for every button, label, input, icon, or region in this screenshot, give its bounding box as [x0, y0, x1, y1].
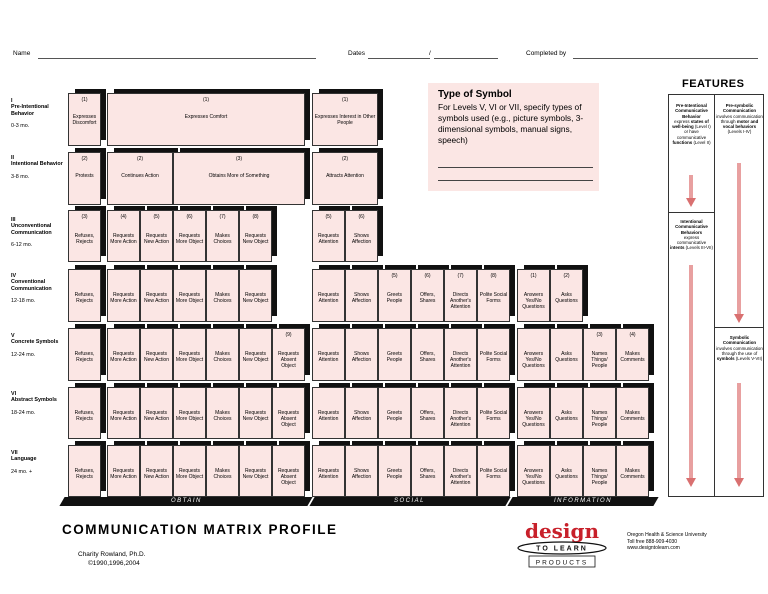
- organization-info: [627, 532, 707, 552]
- dates-separator: /: [429, 50, 431, 57]
- matrix-cell[interactable]: [378, 269, 411, 322]
- dates-start-field[interactable]: [368, 58, 430, 59]
- matrix-cell[interactable]: [68, 269, 101, 322]
- cell-label: Requests New Object: [242, 351, 269, 364]
- matrix-cell[interactable]: [173, 445, 206, 497]
- cell-label: Requests Attention: [317, 468, 340, 481]
- cell-label: Offers, Shares: [419, 468, 436, 481]
- cell-number: (1): [341, 97, 349, 103]
- cell-label: Requests New Object: [242, 233, 269, 246]
- cell-label: Expresses Interest in Other People: [314, 114, 376, 127]
- level-number: II: [11, 155, 14, 161]
- cell-number: (5): [391, 273, 398, 279]
- matrix-cell[interactable]: [345, 210, 378, 262]
- cell-number: (9): [285, 332, 292, 338]
- cell-label: Greets People: [386, 351, 403, 364]
- features-left-split: [669, 212, 714, 213]
- cell-number: (4): [120, 214, 127, 220]
- cell-label: Requests More Object: [175, 351, 204, 364]
- cell-label: Requests More Action: [110, 468, 137, 481]
- cell-label: Directs Another's Attention: [450, 351, 471, 370]
- level-age: 6-12 mo.: [11, 242, 33, 249]
- matrix-cell[interactable]: [345, 387, 378, 439]
- matrix-cell[interactable]: [68, 387, 101, 439]
- cell-number: (4): [629, 332, 636, 338]
- symbol-entry-line-1[interactable]: [438, 167, 593, 168]
- matrix-cell[interactable]: [206, 210, 239, 262]
- cell-label: Requests New Action: [143, 292, 169, 305]
- cell-label: Requests New Action: [143, 410, 169, 423]
- matrix-cell[interactable]: [550, 387, 583, 439]
- cell-number: (6): [358, 214, 365, 220]
- level-number: V: [11, 333, 15, 339]
- level-number: IV: [11, 273, 17, 279]
- matrix-cell[interactable]: [206, 328, 239, 381]
- matrix-cell[interactable]: [378, 387, 411, 439]
- type-of-symbol-heading: Type of Symbol: [438, 89, 512, 100]
- matrix-cell[interactable]: [345, 328, 378, 381]
- features-heading: FEATURES: [682, 78, 745, 90]
- cell-label: Attracts Attention: [326, 173, 364, 179]
- cell-label: Requests More Action: [110, 351, 137, 364]
- feature-presymbolic: Pre-symbolic Communication involves communication through motor and vocal behaviors (Levels I-IV): [716, 103, 763, 135]
- matrix-cell[interactable]: [173, 387, 206, 439]
- cell-label: Requests New Object: [242, 468, 269, 481]
- cell-number: (7): [457, 273, 464, 279]
- cell-label: Polite Social Forms: [479, 410, 508, 423]
- matrix-cell[interactable]: [550, 445, 583, 497]
- cell-label: Shows Affection: [351, 468, 372, 481]
- cell-label: Requests Attention: [317, 410, 340, 423]
- cell-label: Shows Affection: [351, 351, 372, 364]
- level-age: 12-24 mo.: [11, 351, 36, 358]
- level-age: 0-3 mo.: [11, 123, 30, 130]
- cell-number: (2): [563, 273, 570, 279]
- cell-number: (6): [424, 273, 431, 279]
- cell-number: (8): [490, 273, 497, 279]
- org-phone: Toll free 888-909-4030: [627, 538, 678, 545]
- cell-label: Requests New Action: [143, 233, 169, 246]
- cell-label: Offers, Shares: [419, 292, 436, 305]
- arrow-head-presymbolic: [734, 314, 744, 323]
- cell-number: (3): [596, 332, 603, 338]
- cell-label: Answers Yes/No Questions: [522, 292, 545, 311]
- level-title: Concrete Symbols: [11, 339, 59, 346]
- matrix-cell[interactable]: [140, 269, 173, 322]
- cell-number: (2): [81, 156, 88, 162]
- matrix-cell[interactable]: [345, 269, 378, 322]
- matrix-cell[interactable]: [68, 152, 101, 205]
- matrix-cell[interactable]: [550, 269, 583, 322]
- category-information: INFORMATION: [507, 497, 658, 506]
- feature-preintentional: Pre-Intentional Communicative Behavior express states of well-being (Level I) or have communicative functions (Level II): [672, 103, 711, 146]
- matrix-cell[interactable]: [583, 445, 616, 497]
- name-field[interactable]: [38, 58, 316, 59]
- cell-label: Makes Choices: [213, 292, 232, 305]
- copyright: ©1990,1996,2004: [88, 560, 140, 567]
- cell-label: Makes Comments: [620, 468, 645, 481]
- matrix-cell[interactable]: [616, 445, 649, 497]
- org-name: Oregon Health & Science University: [627, 532, 707, 538]
- matrix-cell[interactable]: [378, 328, 411, 381]
- matrix-cell[interactable]: [107, 210, 140, 262]
- matrix-cell[interactable]: [206, 387, 239, 439]
- type-of-symbol-text: For Levels V, VI or VII, specify types of symbols used (e.g., picture symbols, 3-dimensional symbols, manual signs, speech): [438, 102, 584, 145]
- cell-label: Offers, Shares: [419, 410, 436, 423]
- cell-label: Names Things/ People: [591, 351, 608, 370]
- cell-label: Continues Action: [121, 173, 159, 179]
- arrow-intentional: [689, 265, 693, 479]
- matrix-cell[interactable]: [107, 387, 140, 439]
- feature-intentional: Intentional Communicative Behaviors express communicative intents (Levels III-VII): [670, 219, 713, 251]
- category-obtain: OBTAIN: [59, 497, 312, 506]
- matrix-cell[interactable]: [477, 445, 510, 497]
- cell-label: Makes Comments: [620, 410, 645, 423]
- completed-by-label: Completed by: [526, 50, 567, 57]
- category-social: SOCIAL: [309, 497, 510, 506]
- cell-label: Shows Affection: [351, 410, 372, 423]
- matrix-cell[interactable]: [616, 387, 649, 439]
- matrix-cell[interactable]: [107, 445, 140, 497]
- cell-label: Refuses, Rejects: [74, 410, 95, 423]
- cell-label: Refuses, Rejects: [74, 468, 95, 481]
- cell-label: Directs Another's Attention: [450, 468, 471, 487]
- matrix-cell[interactable]: [444, 328, 477, 381]
- matrix-cell[interactable]: [312, 93, 378, 146]
- matrix-cell[interactable]: [140, 445, 173, 497]
- level-title: Abstract Symbols: [11, 397, 57, 404]
- cell-label: Requests Attention: [317, 351, 340, 364]
- matrix-cell[interactable]: [583, 328, 616, 381]
- arrow-head-intentional: [686, 478, 696, 487]
- cell-label: Requests Absent Object: [277, 351, 300, 370]
- level-label: [11, 450, 69, 475]
- matrix-cell[interactable]: [583, 387, 616, 439]
- matrix-cell[interactable]: [68, 210, 101, 262]
- cell-label: Greets People: [386, 410, 403, 423]
- matrix-cell[interactable]: [477, 269, 510, 322]
- cell-label: Requests More Object: [175, 292, 204, 305]
- cell-label: Protests: [75, 173, 94, 179]
- symbol-entry-line-2[interactable]: [438, 180, 593, 181]
- matrix-cell[interactable]: [517, 387, 550, 439]
- matrix-cell[interactable]: [239, 269, 272, 322]
- matrix-cell[interactable]: [272, 445, 305, 497]
- matrix-cell[interactable]: [140, 210, 173, 262]
- cell-label: Makes Choices: [213, 233, 232, 246]
- matrix-cell[interactable]: [107, 328, 140, 381]
- cell-label: Requests New Object: [242, 410, 269, 423]
- svg-text:design: design: [524, 519, 600, 543]
- matrix-cell[interactable]: [206, 445, 239, 497]
- matrix-cell[interactable]: [206, 269, 239, 322]
- cell-label: Shows Affection: [351, 292, 372, 305]
- matrix-cell[interactable]: [239, 387, 272, 439]
- arrow-presymbolic: [737, 163, 741, 315]
- level-title: Language: [11, 456, 37, 463]
- matrix-cell[interactable]: [107, 152, 173, 205]
- cell-number: (8): [252, 214, 259, 220]
- level-number: III: [11, 217, 16, 223]
- cell-label: Expresses Comfort: [184, 114, 228, 120]
- matrix-cell[interactable]: [312, 328, 345, 381]
- arrow-symbolic: [737, 383, 741, 479]
- author-block: [78, 550, 146, 568]
- matrix-cell[interactable]: [140, 328, 173, 381]
- cell-label: Requests More Action: [110, 292, 137, 305]
- cell-label: Polite Social Forms: [479, 292, 508, 305]
- cell-label: Asks Questions: [555, 468, 578, 481]
- cell-label: Requests More Action: [110, 233, 137, 246]
- features-right-split: [714, 327, 764, 328]
- cell-label: Shows Affection: [351, 233, 372, 246]
- arrow-preintentional: [689, 175, 693, 199]
- level-number: I: [11, 98, 13, 104]
- cell-label: Refuses, Rejects: [74, 292, 95, 305]
- matrix-cell[interactable]: [477, 387, 510, 439]
- cell-label: Answers Yes/No Questions: [522, 410, 545, 429]
- cell-label: Offers, Shares: [419, 351, 436, 364]
- features-divider: [714, 95, 715, 496]
- cell-number: (7): [219, 214, 226, 220]
- cell-number: (5): [153, 214, 160, 220]
- cell-label: Requests More Object: [175, 233, 204, 246]
- matrix-cell[interactable]: [444, 269, 477, 322]
- cell-label: Greets People: [386, 292, 403, 305]
- matrix-cell[interactable]: [239, 210, 272, 262]
- feature-symbolic: Symbolic Communication involves communication through the use of symbols (Levels V-VII): [716, 335, 763, 362]
- matrix-cell[interactable]: [312, 152, 378, 205]
- matrix-cell[interactable]: [616, 328, 649, 381]
- cell-label: Directs Another's Attention: [450, 410, 471, 429]
- org-website: www.designtolearn.com: [627, 545, 680, 551]
- cell-label: Names Things/ People: [591, 468, 608, 487]
- cell-label: Requests More Object: [175, 410, 204, 423]
- cell-label: Requests Attention: [317, 233, 340, 246]
- cell-label: Answers Yes/No Questions: [522, 468, 545, 487]
- level-title: Conventional Communication: [11, 279, 52, 292]
- cell-label: Names Things/ People: [591, 410, 608, 429]
- cell-label: Makes Choices: [213, 351, 232, 364]
- matrix-cell[interactable]: [68, 93, 101, 146]
- completed-by-field[interactable]: [573, 58, 758, 59]
- matrix-cell[interactable]: [345, 445, 378, 497]
- matrix-cell[interactable]: [239, 328, 272, 381]
- matrix-cell[interactable]: [107, 93, 305, 146]
- level-label: [11, 217, 69, 249]
- cell-label: Polite Social Forms: [479, 351, 508, 364]
- cell-label: Refuses, Rejects: [74, 233, 95, 246]
- cell-number: (6): [186, 214, 193, 220]
- cell-label: Requests Absent Object: [277, 468, 300, 487]
- level-title: Unconventional Communication: [11, 223, 52, 236]
- cell-number: (3): [81, 214, 88, 220]
- arrow-head-symbolic: [734, 478, 744, 487]
- type-of-symbol-box: [428, 83, 599, 191]
- level-label: [11, 391, 69, 416]
- matrix-cell[interactable]: [411, 445, 444, 497]
- matrix-cell[interactable]: [444, 445, 477, 497]
- level-number: VI: [11, 391, 17, 397]
- name-label: Name: [13, 50, 31, 57]
- dates-end-field[interactable]: [434, 58, 498, 59]
- level-label: [11, 155, 69, 180]
- svg-text:PRODUCTS: PRODUCTS: [535, 559, 589, 567]
- level-age: 12-18 mo.: [11, 298, 36, 305]
- matrix-cell[interactable]: [378, 445, 411, 497]
- cell-label: Greets People: [386, 468, 403, 481]
- level-age: 3-8 mo.: [11, 173, 30, 180]
- cell-label: Directs Another's Attention: [450, 292, 471, 311]
- cell-label: Expresses Discomfort: [72, 114, 97, 127]
- cell-number: (1): [81, 97, 88, 103]
- matrix-cell[interactable]: [173, 152, 305, 205]
- matrix-cell[interactable]: [173, 210, 206, 262]
- cell-label: Polite Social Forms: [479, 468, 508, 481]
- cell-label: Requests Attention: [317, 292, 340, 305]
- matrix-cell[interactable]: [312, 269, 345, 322]
- cell-label: Makes Choices: [213, 468, 232, 481]
- arrow-head-preintentional: [686, 198, 696, 207]
- matrix-cell[interactable]: [517, 328, 550, 381]
- matrix-cell[interactable]: [517, 269, 550, 322]
- matrix-cell[interactable]: [312, 210, 345, 262]
- matrix-cell[interactable]: [411, 269, 444, 322]
- matrix-cell[interactable]: [173, 269, 206, 322]
- level-label: [11, 333, 69, 358]
- level-title: Intentional Behavior: [11, 161, 63, 168]
- matrix-cell[interactable]: [312, 445, 345, 497]
- matrix-cell[interactable]: [107, 269, 140, 322]
- matrix-cell[interactable]: [550, 328, 583, 381]
- cell-number: (2): [341, 156, 349, 162]
- matrix-cell[interactable]: [411, 387, 444, 439]
- cell-number: (1): [202, 97, 210, 103]
- cell-label: Makes Choices: [213, 410, 232, 423]
- level-label: [11, 98, 69, 130]
- dates-label: Dates: [348, 50, 365, 57]
- cell-label: Requests New Object: [242, 292, 269, 305]
- matrix-cell[interactable]: [272, 328, 305, 381]
- level-label: [11, 273, 69, 305]
- cell-label: Obtains More of Something: [208, 173, 270, 179]
- cell-number: (5): [325, 214, 332, 220]
- cell-label: Refuses, Rejects: [74, 351, 95, 364]
- matrix-cell[interactable]: [173, 328, 206, 381]
- cell-label: Requests More Object: [175, 468, 204, 481]
- matrix-cell[interactable]: [140, 387, 173, 439]
- cell-label: Asks Questions: [555, 351, 578, 364]
- cell-label: Requests New Action: [143, 351, 169, 364]
- cell-label: Requests New Action: [143, 468, 169, 481]
- level-title: Pre-Intentional Behavior: [11, 104, 49, 117]
- matrix-cell[interactable]: [68, 328, 101, 381]
- matrix-cell[interactable]: [68, 445, 101, 497]
- cell-label: Makes Comments: [620, 351, 645, 364]
- cell-label: Requests More Action: [110, 410, 137, 423]
- matrix-cell[interactable]: [239, 445, 272, 497]
- matrix-cell[interactable]: [272, 387, 305, 439]
- level-age: 24 mo. +: [11, 468, 33, 475]
- cell-label: Asks Questions: [555, 292, 578, 305]
- cell-number: (1): [530, 273, 537, 279]
- matrix-cell[interactable]: [312, 387, 345, 439]
- features-panel: [668, 94, 764, 497]
- cell-label: Answers Yes/No Questions: [522, 351, 545, 370]
- level-number: VII: [11, 450, 18, 456]
- design-to-learn-logo: [515, 518, 610, 570]
- matrix-cell[interactable]: [444, 387, 477, 439]
- page-title: COMMUNICATION MATRIX PROFILE: [62, 522, 338, 537]
- cell-label: Asks Questions: [555, 410, 578, 423]
- cell-label: Requests Absent Object: [277, 410, 300, 429]
- cell-number: (3): [235, 156, 243, 162]
- matrix-cell[interactable]: [477, 328, 510, 381]
- level-age: 18-24 mo.: [11, 409, 36, 416]
- cell-number: (2): [136, 156, 144, 162]
- author-name: Charity Rowland, Ph.D.: [78, 551, 146, 558]
- matrix-cell[interactable]: [517, 445, 550, 497]
- matrix-cell[interactable]: [411, 328, 444, 381]
- svg-text:TO LEARN: TO LEARN: [536, 545, 588, 553]
